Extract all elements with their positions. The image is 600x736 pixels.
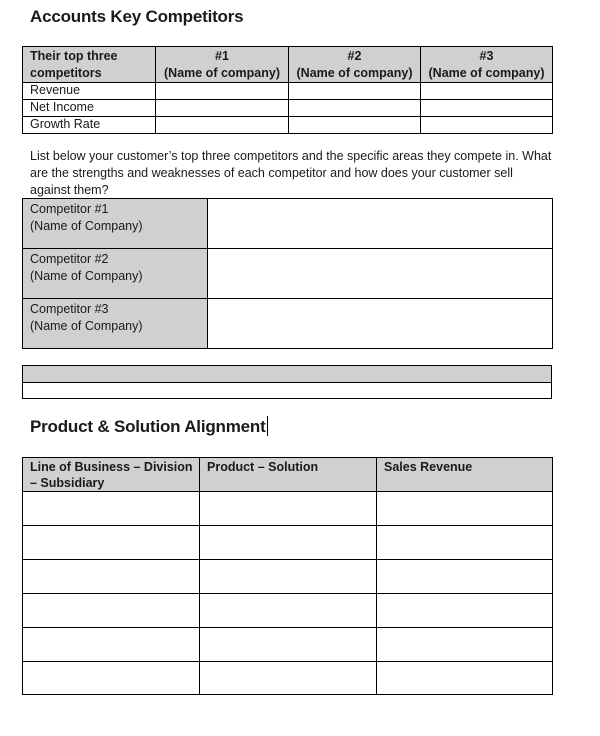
header-sales-revenue: Sales Revenue — [377, 458, 553, 492]
col-number: #2 — [347, 49, 362, 63]
competitor-label-cell — [23, 299, 208, 349]
header-line-of-business: Line of Business – Division – Subsidiary — [23, 458, 200, 492]
input-cell[interactable] — [289, 83, 421, 100]
section-title-text: Product & Solution Alignment — [30, 417, 266, 436]
header-product-solution: Product – Solution — [200, 458, 377, 492]
competitor-row — [23, 249, 553, 299]
page-title: Accounts Key Competitors — [30, 7, 244, 26]
input-cell[interactable] — [421, 117, 553, 134]
input-cell[interactable] — [23, 628, 200, 662]
input-cell[interactable] — [377, 492, 553, 526]
competitor-label-cell — [23, 249, 208, 299]
instructions-text: List below your customer’s top three competitors and the specific areas they compete in. What are the strengths and weaknesses of each competitor and how does your customer sell against them? — [30, 149, 552, 197]
input-cell[interactable] — [377, 662, 553, 695]
row-label-revenue: Revenue — [23, 83, 156, 100]
competitor-label-cell — [23, 199, 208, 249]
input-cell[interactable] — [156, 100, 289, 117]
competitor-notes-table — [22, 198, 553, 349]
table-row — [23, 526, 553, 560]
input-cell[interactable] — [23, 662, 200, 695]
table-row — [23, 83, 553, 100]
input-cell[interactable] — [156, 117, 289, 134]
input-cell[interactable] — [200, 662, 377, 695]
competitor-col-2 — [289, 47, 421, 83]
input-cell[interactable] — [289, 100, 421, 117]
input-cell[interactable] — [377, 628, 553, 662]
col-number: #1 — [215, 49, 229, 63]
table-row — [23, 560, 553, 594]
competitor-notes-cell[interactable] — [208, 249, 553, 299]
product-solution-table — [22, 457, 553, 695]
row-label-growth-rate: Growth Rate — [23, 117, 156, 134]
input-cell[interactable] — [200, 560, 377, 594]
product-table-header — [23, 458, 553, 492]
input-cell[interactable] — [200, 594, 377, 628]
input-cell[interactable] — [421, 100, 553, 117]
competitor-col-3 — [421, 47, 553, 83]
competitor-comparison-table — [22, 46, 553, 134]
input-cell[interactable] — [377, 560, 553, 594]
competitor-label: Competitor #1 — [30, 202, 109, 216]
row-label-net-income: Net Income — [23, 100, 156, 117]
competitor-sub: (Name of Company) — [30, 319, 143, 333]
table-row — [23, 662, 553, 695]
table-row — [23, 594, 553, 628]
table-row — [23, 492, 553, 526]
col-company-name: (Name of company) — [164, 66, 280, 80]
table-row — [23, 117, 553, 134]
section-title-product-alignment — [30, 416, 268, 437]
competitor-label: Competitor #2 — [30, 252, 109, 266]
input-cell[interactable] — [200, 526, 377, 560]
input-cell[interactable] — [23, 492, 200, 526]
competitor-notes-cell[interactable] — [208, 299, 553, 349]
divider-bar-top — [23, 366, 552, 383]
input-cell[interactable] — [421, 83, 553, 100]
input-cell[interactable] — [377, 594, 553, 628]
divider-bar — [22, 365, 552, 399]
competitors-header-line1: Their top three — [30, 49, 118, 63]
input-cell[interactable] — [23, 526, 200, 560]
competitor-col-1 — [156, 47, 289, 83]
competitor-row — [23, 199, 553, 249]
competitor-row — [23, 299, 553, 349]
competitor-table-header — [23, 47, 553, 83]
competitor-label: Competitor #3 — [30, 302, 109, 316]
input-cell[interactable] — [289, 117, 421, 134]
input-cell[interactable] — [156, 83, 289, 100]
input-cell[interactable] — [377, 526, 553, 560]
table-row — [23, 628, 553, 662]
competitor-notes-cell[interactable] — [208, 199, 553, 249]
competitor-sub: (Name of Company) — [30, 219, 143, 233]
table-row — [23, 100, 553, 117]
input-cell[interactable] — [23, 560, 200, 594]
divider-bar-bottom — [23, 383, 552, 399]
col-number: #3 — [479, 49, 494, 63]
input-cell[interactable] — [200, 492, 377, 526]
competitor-sub: (Name of Company) — [30, 269, 143, 283]
text-cursor — [267, 416, 269, 436]
competitors-header-cell — [23, 47, 156, 83]
input-cell[interactable] — [23, 594, 200, 628]
input-cell[interactable] — [200, 628, 377, 662]
col-company-name: (Name of company) — [296, 66, 413, 80]
competitors-header-line2: competitors — [30, 66, 102, 80]
col-company-name: (Name of company) — [428, 66, 545, 80]
